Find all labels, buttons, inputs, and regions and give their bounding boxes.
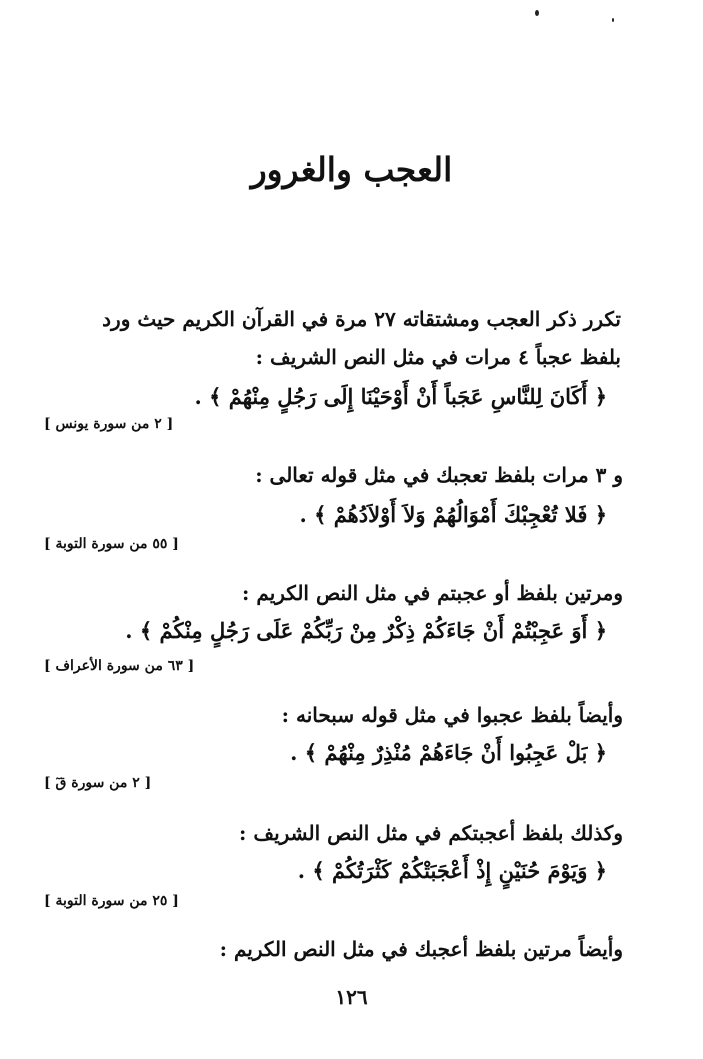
quran-verse: ﴿ وَيَوْمَ حُنَيْنٍ إِذْ أَعْجَبَتْكُمْ كَثْرَتُكُمْ ﴾ . (297, 858, 607, 883)
section-lead: وأيضاً بلفظ عجبوا في مثل قوله سبحانه : (281, 703, 623, 727)
verse-reference: [ ٢٥ من سورة التوبة ] (44, 893, 179, 909)
verse-reference: [ ٢ من سورة قٓ ] (44, 775, 152, 791)
page-number: ١٢٦ (335, 985, 368, 1009)
section-lead: وكذلك بلفظ أعجبتكم في مثل النص الشريف : (239, 821, 623, 845)
section-lead: ومرتين بلفظ أو عجبتم في مثل النص الكريم : (242, 581, 623, 605)
quran-verse: ﴿ بَلْ عَجِبُوا أَنْ جَاءَهُمْ مُنْذِرٌ مِنْهُمْ ﴾ . (290, 740, 607, 765)
section-lead: و ٣ مرات بلفظ تعجبك في مثل قوله تعالى : (255, 463, 623, 487)
quran-verse: ﴿ أَوَ عَجِبْتُمْ أَنْ جَاءَكُمْ ذِكْرٌ مِنْ رَبِّكُمْ عَلَى رَجُلٍ مِنْكُمْ ﴾ . (125, 618, 607, 643)
verse-reference: [ ٦٣ من سورة الأعراف ] (44, 658, 195, 674)
scan-speck (535, 10, 539, 16)
intro-paragraph: تكرر ذكر العجب ومشتقاته ٢٧ مرة في القرآن الكريم حيث ورد بلفظ عجباً ٤ مرات في مثل النص الشريف : (102, 307, 621, 369)
quran-verse: ﴿ فَلا تُعْجِبْكَ أَمْوَالُهُمْ وَلاَ أَوْلاَدُهُمْ ﴾ . (299, 502, 607, 527)
closing-lead: وأيضاً مرتين بلفظ أعجبك في مثل النص الكريم : (219, 937, 623, 961)
verse-reference: [ ٢ من سورة يونس ] (44, 416, 174, 432)
quran-verse: ﴿ أَكَانَ لِلنَّاسِ عَجَباً أَنْ أَوْحَيْنَا إِلَى رَجُلٍ مِنْهُمْ ﴾ . (194, 384, 607, 409)
chapter-title: العجب والغرور (250, 150, 453, 189)
verse-reference: [ ٥٥ من سورة التوبة ] (44, 536, 179, 552)
scan-speck (612, 18, 614, 22)
